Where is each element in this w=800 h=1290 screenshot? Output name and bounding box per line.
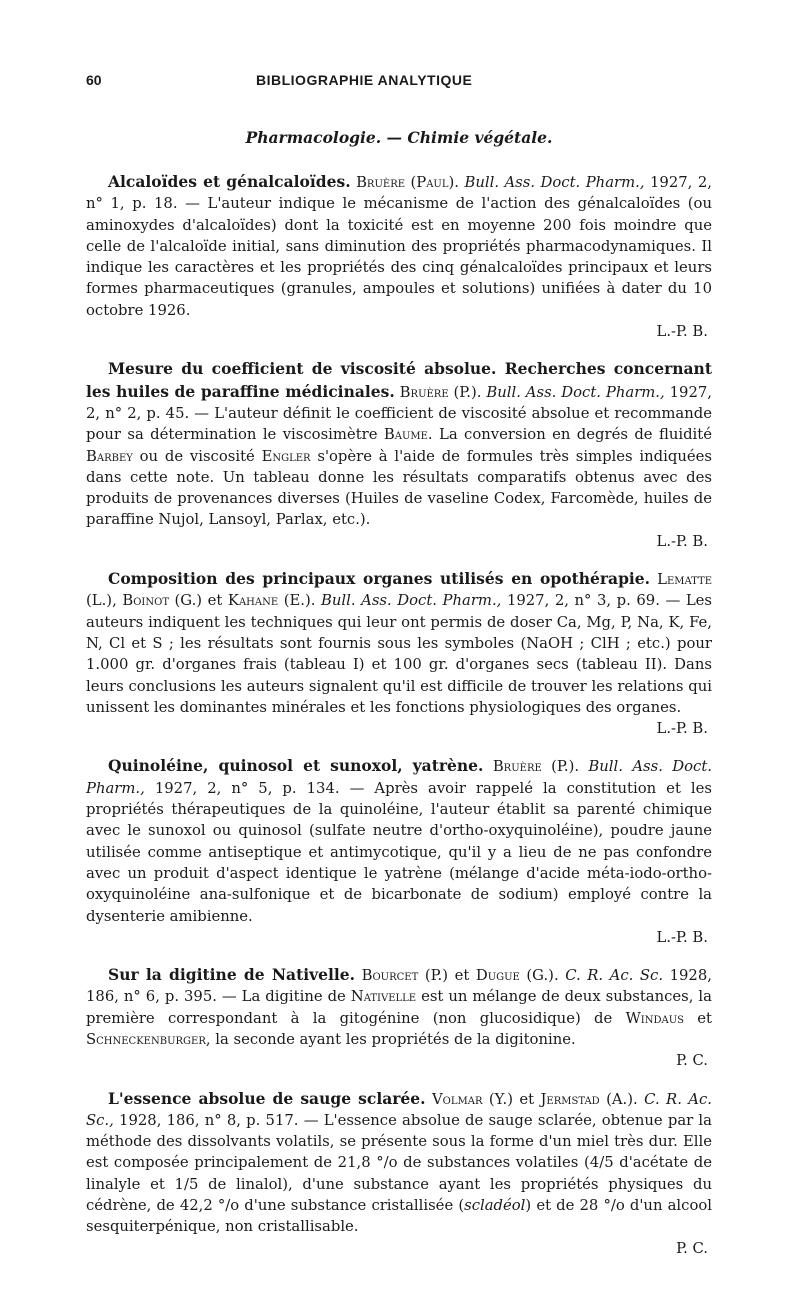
entry-journal: Bull. Ass. Doct. Pharm., (321, 592, 502, 610)
entry-abstract: Barbey (86, 447, 133, 465)
entry-title: L'essence absolue de sauge sclarée. (108, 1088, 426, 1108)
entry-reference: 1928, 186, n° 8, p. 517. — (119, 1111, 324, 1129)
bibliography-entry (86, 964, 712, 1071)
entry-abstract: Nativelle (350, 988, 417, 1006)
entry-abstract: Schneckenburger (86, 1030, 206, 1048)
entry-journal: Bull. Ass. Doct. Pharm., (464, 174, 645, 191)
entry-authors: Volmar (431, 1090, 483, 1108)
bibliography-entry (86, 568, 712, 739)
entry-reference: 1927, 2, n° 1, p. 18. — (86, 174, 712, 213)
entry-authors: Bruère (P.). (492, 758, 580, 776)
entry-journal: Bull. Ass. Doct. Pharm., (486, 383, 665, 401)
entry-authors: Bruère (Paul). (356, 174, 459, 191)
entry-signature: L.-P. B. (656, 323, 708, 341)
entry-authors: Boinot (122, 592, 169, 610)
entry-authors: Bruère (P.). (399, 383, 482, 401)
running-title: BIBLIOGRAPHIE ANALYTIQUE (256, 72, 473, 88)
entry-authors: (G.) et (168, 592, 228, 610)
entries-list (86, 171, 712, 1259)
entry-signature: P. C. (676, 1239, 708, 1257)
page-header (86, 72, 712, 100)
entry-title: Mesure du coefficient de viscosité absolue. Recherches concernant les huiles de paraffine médicinales. (86, 359, 712, 401)
entry-abstract: La digitine de (241, 988, 351, 1006)
bibliography-entry (86, 171, 712, 342)
entry-signature: P. C. (676, 1052, 708, 1070)
entry-title: Composition des principaux organes utilisés en opothérapie. (108, 569, 651, 589)
entry-abstract: et (684, 1009, 712, 1027)
page-number: 60 (86, 72, 102, 88)
entry-abstract: Après avoir rappelé la constitution et les propriétés thérapeutiques de la quinoléine, l'auteur établit sa parenté chimique avec le sunoxol ou quinosol (sulfate neutre d'ortho-oxyquinoléine), poudre jaune utilisée comme antiseptique et antimycotique, qu'il y a lieu de ne pas confondre avec un produit d'aspect identique le yatrène (mélange d'acide méta-iodo-ortho-oxyquinoléine ana-sulfonique et de bicarbonate de sodium) employé contre la dysenterie amibienne. (86, 779, 712, 925)
entry-abstract: L'essence absolue de sauge sclarée, obtenue par la méthode des dissolvants volatils, se présente sous la forme d'un miel très dur. Elle est composée principalement de 21,8 °/o de substances volatiles (4/5 d'acétate de linalyle et 1/5 de linalol), d'une substance ayant les propriétés physiques du cédrène, de 42,2 °/o d'une substance cristallisée ( (86, 1111, 712, 1215)
entry-abstract: est un mélange de deux substances, la première correspondant à la gitogénine (non glucosidique) de (86, 988, 712, 1027)
entry-abstract: ) et de 28 °/o d'un alcool sesquiterpénique, non cristallisable. (86, 1197, 712, 1236)
entry-signature: L.-P. B. (656, 720, 708, 738)
section-heading: Pharmacologie. — Chimie végétale. (245, 128, 553, 147)
entry-authors: (P.) et (418, 967, 476, 985)
entry-journal: C. R. Ac. Sc. (565, 967, 664, 985)
entry-abstract: , la seconde ayant les propriétés de la digitonine. (205, 1030, 576, 1048)
entry-authors: Jermstad (540, 1090, 600, 1108)
entry-authors: (Y.) et (482, 1090, 541, 1108)
entry-abstract: ou de viscosité (132, 447, 262, 465)
entry-abstract: . La conversion en degrés de fluidité (427, 426, 712, 444)
entry-authors: (E.). (278, 592, 322, 610)
entry-abstract: Engler (261, 447, 311, 465)
entry-abstract: Windaus (625, 1009, 684, 1027)
entry-abstract: Les auteurs indiquent les techniques qui leur ont permis de doser Ca, Mg, P, Na, K, Fe, N, Cl et S ; les résultats sont fournis sous les symboles (NaOH ; ClH ; etc.) pour 1.000 gr. d'organes frais (tableau I) et 100 gr. d'organes secs (tableau II). Dans leurs conclusions les auteurs signalent qu'il est difficile de trouver les relations qui unissent les dominantes minérales et les fonctions physiologiques des organes. (86, 592, 713, 716)
entry-reference: 1927, 2, n° 3, p. 69. — (506, 592, 686, 610)
entry-signature: L.-P. B. (656, 532, 708, 550)
entry-abstract: L'auteur indique le mécanisme de l'action des génalcaloïdes (ou aminoxydes d'alcaloïdes) dont la toxicité est en moyenne 200 fois moindre que celle de l'alcaloïde initial, sans diminution des propriétés pharmacodynamiques. Il indique les caractères et les propriétés des cinq génalcaloïdes principaux et leurs formes pharmaceutiques (granules, ampoules et solutions) unifiées à dater du 10 octobre 1926. (86, 195, 712, 319)
entry-authors: (A.). (599, 1090, 645, 1108)
entry-authors: Dugue (475, 967, 520, 985)
entry-abstract: scladéol (464, 1197, 526, 1215)
entry-reference: 1927, 2, n° 2, p. 45. — (86, 383, 712, 422)
entry-title: Sur la digitine de Nativelle. (108, 965, 356, 985)
entry-abstract: Baume (383, 426, 428, 444)
entry-authors: Lematte (657, 571, 712, 589)
bibliography-entry (86, 755, 712, 948)
entry-authors: Bourcet (361, 967, 419, 985)
entry-title: Alcaloïdes et génalcaloïdes. (108, 172, 351, 191)
entry-authors: (G.). (519, 967, 566, 985)
entry-journal: C. R. Ac. Sc., (86, 1090, 712, 1129)
document-page (86, 72, 712, 1275)
entry-reference: 1928, 186, n° 6, p. 395. — (86, 967, 712, 1006)
entry-authors: (L.), (86, 592, 123, 610)
entry-signature: L.-P. B. (656, 928, 708, 946)
bibliography-entry (86, 358, 712, 552)
entry-abstract: s'opère à l'aide de formules très simples indiquées dans cette note. Un tableau donne les résultats comparatifs obtenus avec des produits de provenances diverses (Huiles de vaseline Codex, Farcomède, huiles de paraffine Nujol, Lansoyl, Parlax, etc.). (86, 447, 712, 529)
entry-journal: Bull. Ass. Doct. Pharm., (86, 758, 712, 797)
bibliography-entry (86, 1088, 712, 1259)
entry-title: Quinoléine, quinosol et sunoxol, yatrène. (108, 756, 484, 776)
entry-abstract: L'auteur définit le coefficient de viscosité absolue et recommande pour sa détermination le viscosimètre (86, 404, 712, 444)
entry-authors: Kahane (227, 592, 279, 610)
entry-reference: 1927, 2, n° 5, p. 134. — (154, 779, 375, 797)
